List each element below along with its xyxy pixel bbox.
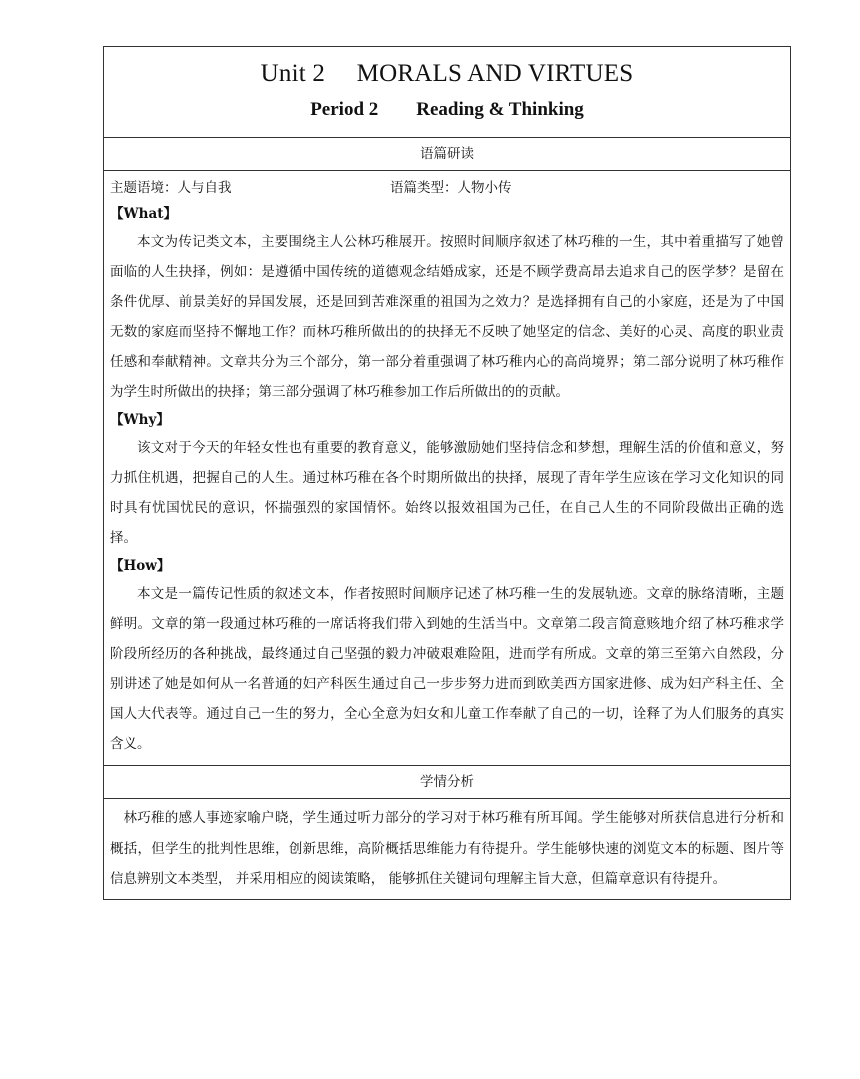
title-cell: [104, 47, 791, 138]
document-page: [103, 46, 791, 900]
period-title: Period 2 Reading & Thinking: [310, 99, 584, 120]
learner-analysis-paragraph: 林巧稚的感人事迹家喻户晓，学生通过听力部分的学习对于林巧稚有所耳闻。学生能够对所获信息进行分析和概括，但学生的批判性思维，创新思维，高阶概括思维能力有待提升。学生能够快速的浏览文本的标题、图片等信息辨别文本类型， 并采用相应的阅读策略， 能够抓住关键词句理解主旨大意，但篇章意识有待提升。: [110, 810, 784, 887]
unit-title: Unit 2 MORALS AND VIRTUES: [260, 60, 634, 87]
learner-analysis-heading: 学情分析: [104, 766, 791, 799]
text-study-body: [104, 171, 791, 766]
why-label: 【Why】: [110, 412, 170, 428]
text-study-heading: 语篇研读: [104, 138, 791, 171]
lesson-plan-table: [103, 46, 791, 900]
theme-context: 主题语境：人与自我: [110, 180, 232, 196]
learner-analysis-body: [104, 799, 791, 900]
how-paragraph: 本文是一篇传记性质的叙述文本，作者按照时间顺序记述了林巧稚一生的发展轨迹。文章的脉络清晰，主题鲜明。文章的第一段通过林巧稚的一席话将我们带入到她的生活当中。文章第二段言简意赅地介绍了林巧稚求学阶段所经历的各种挑战，最终通过自己坚强的毅力冲破艰难险阻，进而学有所成。文章的第三至第六自然段，分别讲述了她是如何从一名普通的妇产科医生通过自己一步步努力进而到欧美西方国家进修、成为妇产科主任、全国人大代表等。通过自己一生的努力，全心全意为妇女和儿童工作奉献了自己的一切，诠释了为人们服务的真实含义。: [110, 586, 784, 752]
what-label: 【What】: [110, 206, 177, 222]
why-paragraph: 该文对于今天的年轻女性也有重要的教育意义，能够激励她们坚持信念和梦想，理解生活的价值和意义，努力抓住机遇，把握自己的人生。通过林巧稚在各个时期所做出的抉择，展现了青年学生应该在学习文化知识的同时具有忧国忧民的意识，怀揣强烈的家国情怀。始终以报效祖国为己任，在自己人生的不同阶段做出正确的选择。: [110, 440, 784, 546]
text-type: 语篇类型：人物小传: [390, 180, 512, 196]
how-label: 【How】: [110, 558, 171, 574]
what-paragraph: 本文为传记类文本，主要围绕主人公林巧稚展开。按照时间顺序叙述了林巧稚的一生，其中着重描写了她曾面临的人生抉择，例如：是遵循中国传统的道德观念结婚成家，还是不顾学费高昂去追求自己的医学梦？是留在条件优厚、前景美好的异国发展，还是回到苦难深重的祖国为之效力？是选择拥有自己的小家庭，还是为了中国无数的家庭而坚持不懈地工作？而林巧稚所做出的的抉择无不反映了她坚定的信念、美好的心灵、高度的职业责任感和奉献精神。文章共分为三个部分，第一部分着重强调了林巧稚内心的高尚境界；第二部分说明了林巧稚作为学生时所做出的抉择；第三部分强调了林巧稚参加工作后所做出的的贡献。: [110, 234, 784, 400]
meta-row: [110, 175, 784, 201]
